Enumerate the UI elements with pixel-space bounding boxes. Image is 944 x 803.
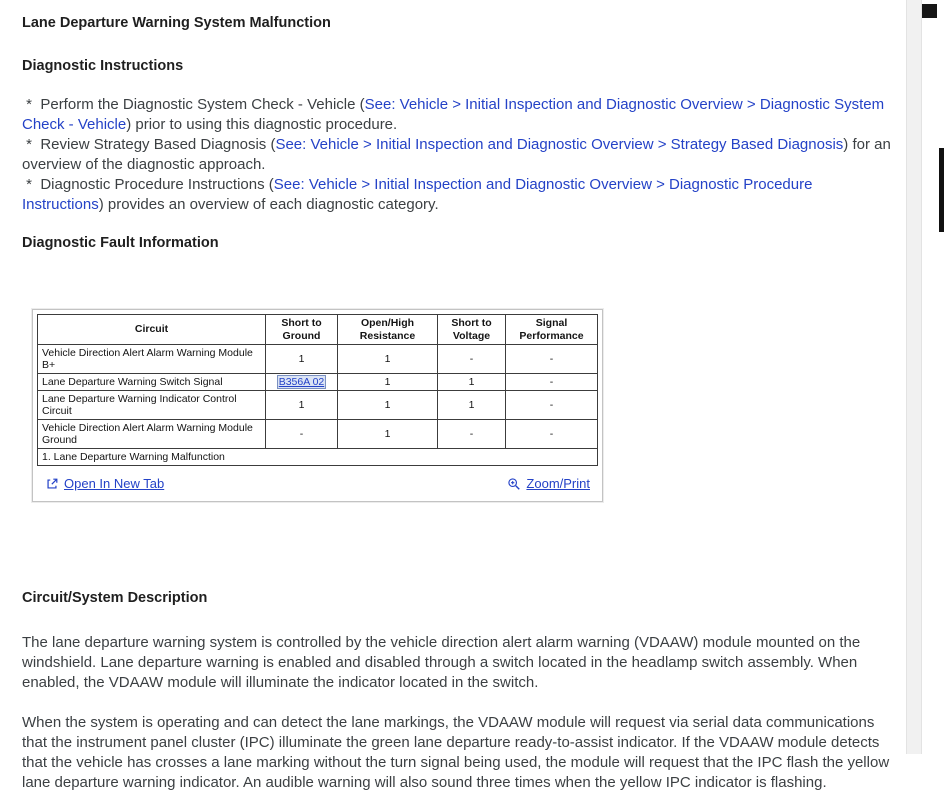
section-heading-diagnostic-fault-information: Diagnostic Fault Information <box>22 235 219 251</box>
value-cell: 1 <box>266 391 338 420</box>
link-diagnostic-system-check[interactable]: See: Vehicle > Initial Inspection and Diagnostic Overview > Diagnostic System Check - Vehicle <box>22 96 889 133</box>
column-header-signal-performance: Signal Performance <box>506 315 598 345</box>
instruction-text-pre: * Perform the Diagnostic System Check - Vehicle ( <box>22 96 365 113</box>
table-footnote-row <box>38 449 598 466</box>
zoom-print-link[interactable] <box>507 476 590 491</box>
link-diagnostic-procedure-instructions[interactable]: See: Vehicle > Initial Inspection and Diagnostic Overview > Diagnostic Procedure Instructions <box>22 176 817 213</box>
circuit-name-cell: Vehicle Direction Alert Alarm Warning Module B+ <box>38 345 266 374</box>
inner-scrollbar-track[interactable] <box>906 0 922 754</box>
column-header-circuit: Circuit <box>38 315 266 345</box>
value-cell: 1 <box>438 391 506 420</box>
value-cell: 1 <box>438 374 506 391</box>
value-cell: 1 <box>266 345 338 374</box>
diagnostic-instructions-paragraph <box>22 95 893 215</box>
table-row <box>38 420 598 449</box>
column-header-open-high-resistance: Open/High Resistance <box>338 315 438 345</box>
open-in-new-tab-link[interactable] <box>45 476 164 491</box>
table-panel-actions <box>37 466 598 499</box>
value-cell: 1 <box>338 345 438 374</box>
table-footnote: 1. Lane Departure Warning Malfunction <box>38 449 598 466</box>
table-row <box>38 374 598 391</box>
table-row <box>38 345 598 374</box>
value-cell: 1 <box>338 420 438 449</box>
value-cell: - <box>438 345 506 374</box>
value-cell: 1 <box>338 391 438 420</box>
column-header-short-to-voltage: Short to Voltage <box>438 315 506 345</box>
dtc-code-cell <box>266 374 338 391</box>
circuit-description-paragraph-2: When the system is operating and can detect the lane markings, the VDAAW module will request via serial data communications that the instrument panel cluster (IPC) illuminate the green lane departure ready-to-assist indicator. If the VDAAW module detects that the vehicle has crosses a lane marking without the turn signal being used, the module will request that the IPC flash the yellow lane departure warning indicator. An audible warning will also sound three times when the yellow IPC indicator is flashing. <box>22 714 890 791</box>
value-cell: 1 <box>338 374 438 391</box>
instruction-text-post: ) provides an overview of each diagnostic category. <box>98 196 439 213</box>
zoom-icon <box>507 477 521 491</box>
circuit-name-cell: Lane Departure Warning Switch Signal <box>38 374 266 391</box>
browser-scrollbar-thumb[interactable] <box>939 148 944 232</box>
instruction-text-post: ) for an overview of the diagnostic approach. <box>22 136 895 173</box>
open-in-new-tab-icon <box>45 477 59 491</box>
section-heading-diagnostic-instructions: Diagnostic Instructions <box>22 58 184 74</box>
instruction-text-pre: * Diagnostic Procedure Instructions ( <box>22 176 274 193</box>
fault-table-panel <box>32 309 603 502</box>
column-header-short-to-ground: Short to Ground <box>266 315 338 345</box>
value-cell: - <box>506 420 598 449</box>
value-cell: - <box>438 420 506 449</box>
circuit-name-cell: Vehicle Direction Alert Alarm Warning Module Ground <box>38 420 266 449</box>
inner-scrollbar-thumb[interactable] <box>922 4 937 18</box>
page-title: Lane Departure Warning System Malfunction <box>22 15 331 31</box>
dtc-code-link[interactable]: B356A 02 <box>278 376 325 388</box>
instruction-item <box>22 95 893 135</box>
section-heading-circuit-system-description: Circuit/System Description <box>22 590 208 606</box>
value-cell: - <box>506 391 598 420</box>
value-cell: - <box>506 345 598 374</box>
instruction-text-post: ) prior to using this diagnostic procedure. <box>126 116 398 133</box>
instruction-text-pre: * Review Strategy Based Diagnosis ( <box>22 136 276 153</box>
table-header-row <box>38 315 598 345</box>
table-row <box>38 391 598 420</box>
zoom-print-label: Zoom/Print <box>526 476 590 491</box>
link-strategy-based-diagnosis[interactable]: See: Vehicle > Initial Inspection and Diagnostic Overview > Strategy Based Diagnosis <box>275 136 844 153</box>
instruction-item <box>22 175 893 215</box>
value-cell: - <box>266 420 338 449</box>
open-in-new-tab-label: Open In New Tab <box>64 476 165 491</box>
diagnostic-fault-table <box>37 314 598 466</box>
circuit-description-paragraph-1: The lane departure warning system is controlled by the vehicle direction alert alarm warning (VDAAW) module mounted on the windshield. Lane departure warning is enabled and disabled through a switch located in the headlamp switch assembly. When enabled, the VDAAW module will illuminate the indicator located in the switch. <box>22 634 861 691</box>
value-cell: - <box>506 374 598 391</box>
instruction-item <box>22 135 893 175</box>
circuit-name-cell: Lane Departure Warning Indicator Control Circuit <box>38 391 266 420</box>
